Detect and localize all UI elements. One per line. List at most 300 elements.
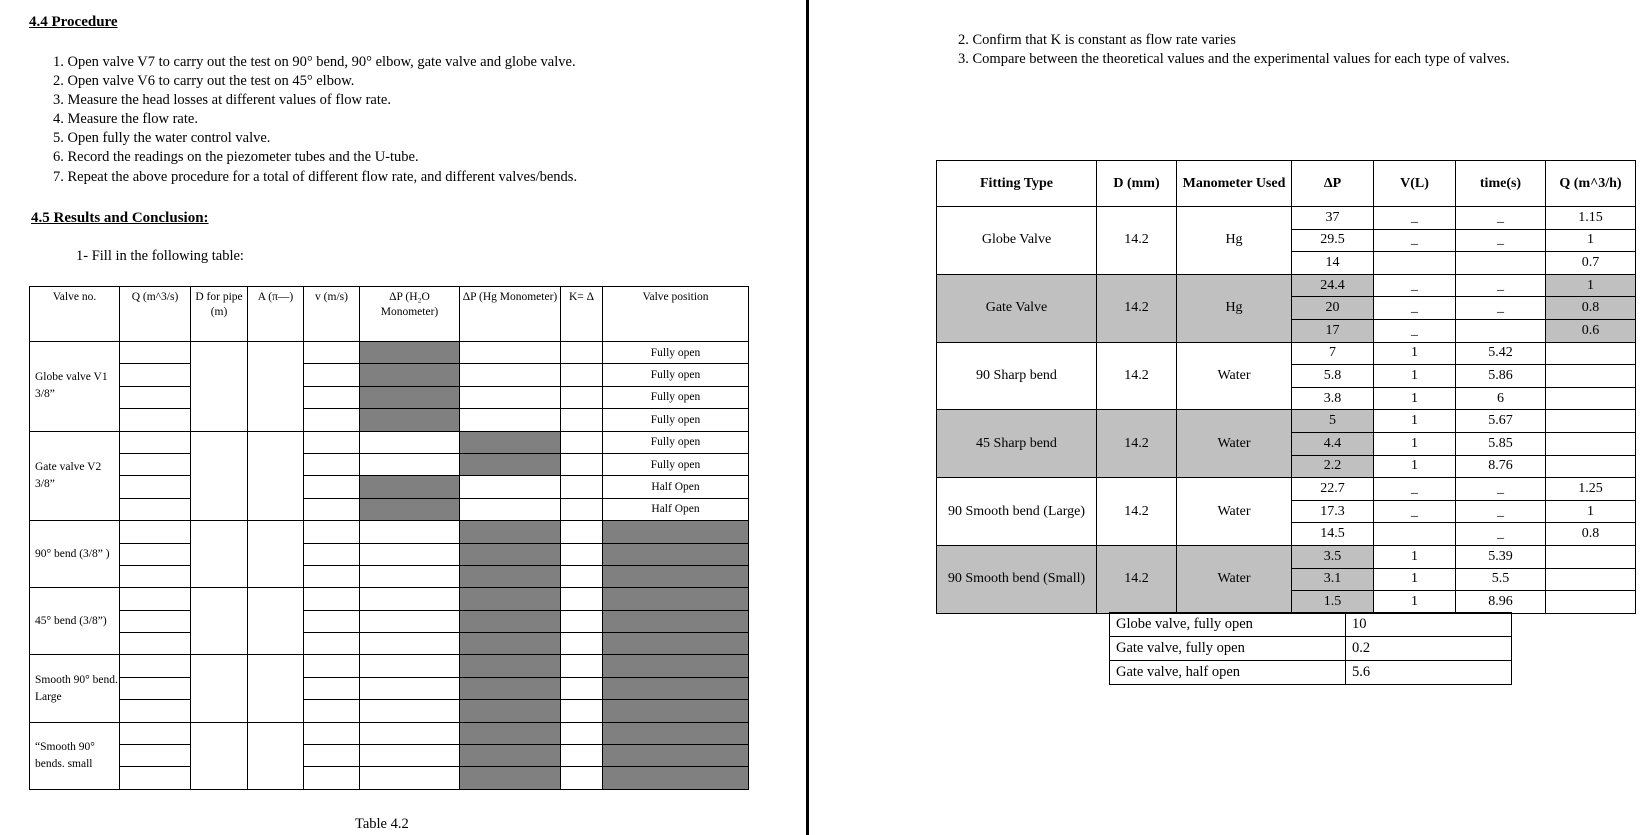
table-cell [191,588,248,655]
diameter: 14.2 [1097,342,1177,410]
k-values-table [1109,612,1512,685]
table-cell [120,610,191,632]
table-cell [561,543,603,565]
table-cell [360,431,460,453]
table-cell [460,633,561,655]
table-cell [460,342,561,364]
table-cell: _ [1374,229,1456,252]
table-cell [460,453,561,475]
table-cell [304,386,360,408]
table-cell: _ [1374,319,1456,342]
valve-position [603,633,749,655]
table-cell [248,431,304,521]
table-header-row [30,287,749,342]
table-row [30,588,749,610]
manometer: Water [1177,410,1292,478]
table-cell [561,431,603,453]
k-value: 5.6 [1346,661,1512,685]
fill-label: 1- Fill in the following table: [76,248,244,264]
table-cell [120,521,191,543]
table-row [30,543,749,565]
table-cell [561,565,603,587]
table-cell [460,543,561,565]
table-cell [360,453,460,475]
table-row [30,431,749,453]
table-cell [460,700,561,722]
table-cell [1546,591,1636,614]
valve-position [603,767,749,789]
table-cell [1456,319,1546,342]
fitting-type: 45 Sharp bend [937,410,1097,478]
table-cell [1546,365,1636,388]
table-cell [191,342,248,432]
table-row [30,700,749,722]
table-cell [120,386,191,408]
table-cell: 1 [1374,432,1456,455]
table-cell [191,722,248,789]
table-cell [120,476,191,498]
table-cell: _ [1374,274,1456,297]
table-row [30,409,749,431]
table-cell: 1 [1374,365,1456,388]
table-cell [248,521,304,588]
table-cell [120,364,191,386]
valve-name: Smooth 90° bend. Large [30,655,120,722]
table-row [30,633,749,655]
table-cell: 5.5 [1456,568,1546,591]
table-cell: 14.5 [1292,523,1374,546]
column-header: D (mm) [1097,161,1177,207]
table-cell: 1 [1546,274,1636,297]
table-cell [120,655,191,677]
procedure-heading: 4.4 Procedure [29,14,118,30]
table-cell [1546,432,1636,455]
table-row [30,722,749,744]
table-cell [460,588,561,610]
table-row [30,565,749,587]
valve-position: Fully open [603,386,749,408]
table-cell: _ [1456,229,1546,252]
table-row [30,655,749,677]
table-cell [248,722,304,789]
valve-position [603,745,749,767]
diameter: 14.2 [1097,410,1177,478]
table-cell [120,722,191,744]
table-cell [360,521,460,543]
table-cell [561,677,603,699]
table-cell [120,700,191,722]
results-table [936,160,1636,614]
table-cell: _ [1456,274,1546,297]
table-cell [460,498,561,520]
table-row [30,677,749,699]
table-cell: _ [1456,523,1546,546]
table-cell [120,453,191,475]
table-cell [304,700,360,722]
table-cell: 4.4 [1292,432,1374,455]
table-cell [120,543,191,565]
table-cell [460,610,561,632]
table-cell: 1 [1374,568,1456,591]
table-cell [248,588,304,655]
table-cell [561,610,603,632]
table-cell [304,677,360,699]
table-cell [561,476,603,498]
table-cell [360,767,460,789]
k-label: Gate valve, fully open [1110,637,1346,661]
manometer: Hg [1177,274,1292,342]
table-cell [360,655,460,677]
valve-position [603,565,749,587]
valve-name: Gate valve V2 3/8” [30,431,120,521]
table-row [30,342,749,364]
valve-name: Globe valve V1 3/8” [30,342,120,432]
table-cell: 5 [1292,410,1374,433]
valve-position [603,610,749,632]
manometer: Water [1177,478,1292,546]
table-row [30,453,749,475]
diameter: 14.2 [1097,478,1177,546]
table-cell [460,722,561,744]
table-cell [1456,252,1546,275]
table-row [30,521,749,543]
table-cell: _ [1374,207,1456,230]
procedure-steps [53,53,577,187]
column-header: Q (m^3/s) [120,287,191,342]
table-cell: 0.7 [1546,252,1636,275]
table-row [937,478,1636,501]
table-caption: Table 4.2 [355,816,409,832]
table-cell [304,476,360,498]
table-cell [561,364,603,386]
table-row [1110,637,1512,661]
table-cell [360,610,460,632]
table-cell [120,565,191,587]
valve-position: Fully open [603,409,749,431]
table-cell [1546,545,1636,568]
column-header: ΔP [1292,161,1374,207]
table-cell [460,677,561,699]
table-cell [1374,523,1456,546]
valve-position: Half Open [603,498,749,520]
fitting-type: 90 Smooth bend (Small) [937,545,1097,613]
results-header-row [937,161,1636,207]
objective-step: 3. Compare between the theoretical values and the experimental values for each type of valves. [958,51,1510,67]
table-cell: _ [1456,478,1546,501]
table-cell [561,700,603,722]
k-label: Globe valve, fully open [1110,613,1346,637]
valve-name: 90° bend (3/8” ) [30,521,120,588]
table-cell: 1 [1374,455,1456,478]
table-row [937,410,1636,433]
table-cell [360,498,460,520]
table-cell: _ [1374,478,1456,501]
table-cell [304,610,360,632]
table-cell [304,633,360,655]
valve-position [603,543,749,565]
table-cell [360,565,460,587]
table-cell: 17.3 [1292,500,1374,523]
table-cell: 5.8 [1292,365,1374,388]
table-cell: 0.8 [1546,523,1636,546]
procedure-step: 1. Open valve V7 to carry out the test on 90° bend, 90° elbow, gate valve and globe valve. [53,54,576,70]
table-cell [304,364,360,386]
table-cell: 1 [1374,545,1456,568]
table-cell [460,364,561,386]
fitting-type: Gate Valve [937,274,1097,342]
k-label: Gate valve, half open [1110,661,1346,685]
table-cell: 24.4 [1292,274,1374,297]
table-cell [360,342,460,364]
table-cell [304,453,360,475]
table-cell: 0.6 [1546,319,1636,342]
table-row [937,342,1636,365]
column-header: Manometer Used [1177,161,1292,207]
table-cell [304,655,360,677]
column-header: Valve position [603,287,749,342]
table-cell [360,386,460,408]
table-cell: 2.2 [1292,455,1374,478]
fitting-type: 90 Sharp bend [937,342,1097,410]
valve-position [603,521,749,543]
table-cell [120,633,191,655]
table-row [937,545,1636,568]
table-cell [561,745,603,767]
table-cell [304,431,360,453]
column-header: Fitting Type [937,161,1097,207]
table-cell: _ [1374,500,1456,523]
table-cell [561,655,603,677]
table-cell [561,633,603,655]
table-cell [561,722,603,744]
objective-step: 2. Confirm that K is constant as flow rate varies [958,32,1236,48]
table-cell [304,745,360,767]
table-cell: 1.25 [1546,478,1636,501]
table-cell [360,633,460,655]
table-row [937,207,1636,230]
table-cell [120,342,191,364]
k-value: 0.2 [1346,637,1512,661]
valve-name: “Smooth 90° bends. small [30,722,120,789]
table-cell [120,677,191,699]
table-cell [561,521,603,543]
table-row [30,364,749,386]
table-cell [304,565,360,587]
table-row [30,610,749,632]
valve-position [603,722,749,744]
table-cell [360,745,460,767]
table-cell: 20 [1292,297,1374,320]
valve-position [603,588,749,610]
table-cell: 37 [1292,207,1374,230]
table-cell: _ [1456,207,1546,230]
table-cell: 1 [1374,591,1456,614]
table-cell [1374,252,1456,275]
column-header: A (π—) [248,287,304,342]
table-cell [304,767,360,789]
valve-position [603,677,749,699]
valve-position: Fully open [603,431,749,453]
table-cell [360,588,460,610]
manometer: Water [1177,342,1292,410]
results-heading: 4.5 Results and Conclusion: [31,210,209,226]
column-header: Valve no. [30,287,120,342]
table-cell: 5.42 [1456,342,1546,365]
table-cell: 5.67 [1456,410,1546,433]
table-cell: 1.15 [1546,207,1636,230]
procedure-step: 3. Measure the head losses at different values of flow rate. [53,92,391,109]
procedure-step: 6. Record the readings on the piezometer tubes and the U-tube. [53,149,419,166]
table-cell [1546,342,1636,365]
column-header: D for pipe (m) [191,287,248,342]
column-header: ΔP (Hg Monometer) [460,287,561,342]
table-cell [120,409,191,431]
left-page [0,0,806,835]
table-cell [360,476,460,498]
diameter: 14.2 [1097,274,1177,342]
table-cell: 22.7 [1292,478,1374,501]
table-cell [460,565,561,587]
table-cell [360,409,460,431]
table-cell [191,431,248,521]
table-cell: 5.85 [1456,432,1546,455]
table-cell: _ [1456,297,1546,320]
objective-steps [958,31,1510,69]
table-cell [360,700,460,722]
table-cell [1546,387,1636,410]
table-cell [460,476,561,498]
table-cell [304,409,360,431]
diameter: 14.2 [1097,207,1177,275]
table-cell [561,588,603,610]
table-cell: 1.5 [1292,591,1374,614]
table-cell: 5.39 [1456,545,1546,568]
table-cell: _ [1374,297,1456,320]
table-row [1110,661,1512,685]
manometer: Hg [1177,207,1292,275]
column-header: time(s) [1456,161,1546,207]
table-cell: 1 [1546,229,1636,252]
table-cell [304,543,360,565]
table-cell: 0.8 [1546,297,1636,320]
table-cell [360,722,460,744]
table-cell [304,722,360,744]
valve-position: Fully open [603,453,749,475]
table-cell [460,767,561,789]
table-cell [561,386,603,408]
fitting-type: Globe Valve [937,207,1097,275]
table-cell [360,543,460,565]
table-cell: 3.5 [1292,545,1374,568]
table-cell [561,342,603,364]
table-cell: 3.1 [1292,568,1374,591]
table-cell: _ [1456,500,1546,523]
table-row [937,274,1636,297]
table-cell [1546,568,1636,591]
table-row [30,498,749,520]
table-cell [460,655,561,677]
table-cell [1546,410,1636,433]
table-cell [360,677,460,699]
diameter: 14.2 [1097,545,1177,613]
column-header: ΔP (H₂O Monometer) [360,287,460,342]
table-cell [191,521,248,588]
table-cell [561,498,603,520]
table-cell: 29.5 [1292,229,1374,252]
table-cell [120,588,191,610]
table-cell [248,655,304,722]
valve-name: 45° bend (3/8”) [30,588,120,655]
table-row [30,745,749,767]
fitting-type: 90 Smooth bend (Large) [937,478,1097,546]
table-cell: 14 [1292,252,1374,275]
column-header: v (m/s) [304,287,360,342]
valve-position: Fully open [603,364,749,386]
table-cell: 8.96 [1456,591,1546,614]
column-header: V(L) [1374,161,1456,207]
table-cell: 1 [1374,387,1456,410]
procedure-step: 2. Open valve V6 to carry out the test on 45° elbow. [53,73,355,90]
table-cell: 8.76 [1456,455,1546,478]
table-cell [360,364,460,386]
table-row [30,476,749,498]
table-cell [120,767,191,789]
valve-position [603,700,749,722]
table-cell [304,498,360,520]
table-cell [191,655,248,722]
table-cell [120,431,191,453]
k-value: 10 [1346,613,1512,637]
table-cell: 1 [1546,500,1636,523]
column-header: K= Δ [561,287,603,342]
table-cell [460,745,561,767]
table-cell [561,453,603,475]
table-cell [460,386,561,408]
valve-position [603,655,749,677]
valve-data-table [29,286,749,790]
table-cell [120,745,191,767]
manometer: Water [1177,545,1292,613]
valve-position: Half Open [603,476,749,498]
procedure-step: 4. Measure the flow rate. [53,111,198,128]
procedure-step: 5. Open fully the water control valve. [53,130,271,147]
table-cell: 6 [1456,387,1546,410]
table-cell [561,767,603,789]
table-cell: 5.86 [1456,365,1546,388]
table-cell [120,498,191,520]
procedure-step: 7. Repeat the above procedure for a total of different flow rate, and different valves/bends. [53,168,578,185]
table-row [1110,613,1512,637]
table-cell: 7 [1292,342,1374,365]
table-cell: 17 [1292,319,1374,342]
table-row [30,386,749,408]
table-cell: 1 [1374,410,1456,433]
table-cell [304,521,360,543]
table-cell [304,588,360,610]
table-row [30,767,749,789]
table-cell [460,521,561,543]
table-cell [1546,455,1636,478]
table-cell [561,409,603,431]
table-cell: 3.8 [1292,387,1374,410]
table-cell [304,342,360,364]
table-cell [460,409,561,431]
table-cell [460,431,561,453]
column-header: Q (m^3/h) [1546,161,1636,207]
table-cell: 1 [1374,342,1456,365]
valve-position: Fully open [603,342,749,364]
table-cell [248,342,304,432]
